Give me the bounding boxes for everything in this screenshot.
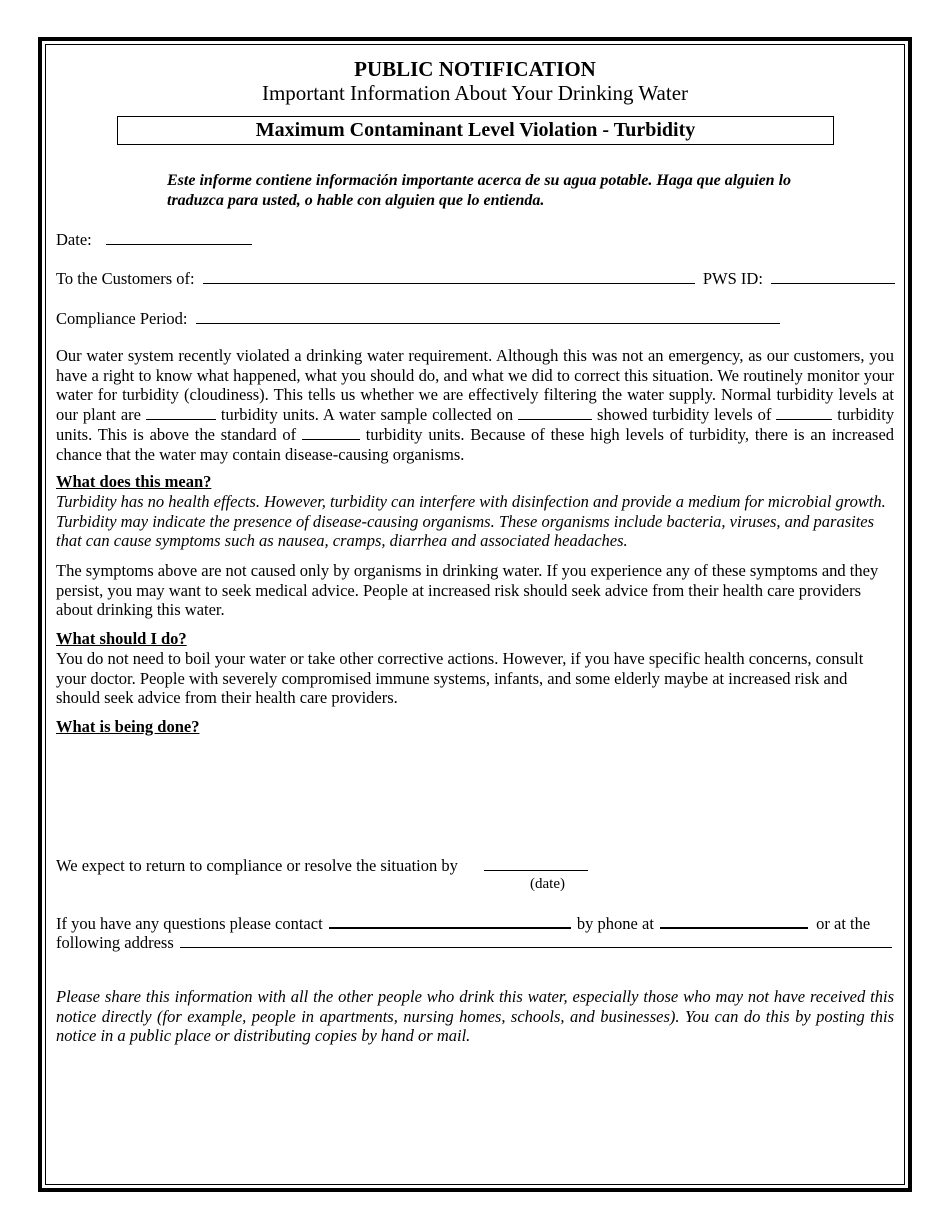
intro-text-4: turbidity units. This is above the standard of [56, 405, 895, 444]
intro-text-3: showed turbidity levels of [597, 405, 772, 425]
compliance-date-caption: (date) [530, 876, 565, 892]
compliance-date-blank[interactable] [484, 855, 588, 871]
intro-text-5: turbidity units. Because of these high levels of turbidity, there is an increased chance that the water may contain disease-causing organisms. [56, 424, 895, 464]
contact-phone-blank[interactable] [660, 912, 808, 929]
date-field-row [56, 229, 252, 250]
document-title: PUBLIC NOTIFICATION [354, 57, 596, 81]
share-notice-paragraph: Please share this information with all the other people who drink this water, especially those who may not have received this notice directly (for example, people in apartments, nursing homes, schools, and businesses). You can do this by posting this notice in a public place or distributing copies by hand or mail. [56, 987, 894, 1046]
contact-text-3: or at the [816, 914, 871, 933]
compliance-period-label: Compliance Period: [56, 309, 188, 328]
contact-name-blank[interactable] [329, 912, 571, 929]
compliance-row [56, 855, 588, 876]
contact-text-4: following address [56, 933, 174, 952]
contact-text-2: by phone at [576, 914, 654, 933]
compliance-text: We expect to return to compliance or resolve the situation by [56, 856, 458, 875]
pws-id-blank[interactable] [771, 268, 895, 284]
heading-what-should-i-do: What should I do? [56, 629, 187, 648]
document-subtitle: Important Information About Your Drinking Water [261, 81, 689, 105]
customers-blank[interactable] [203, 268, 695, 284]
symptoms-paragraph: The symptoms above are not caused only by organisms in drinking water. If you experience any of these symptoms and they persist, you may want to seek medical advice. People at increased risk should seek advice from their health care providers about drinking this water. [56, 561, 879, 620]
compliance-period-blank[interactable] [196, 308, 780, 324]
heading-what-is-being-done: What is being done? [56, 717, 200, 736]
address-blank[interactable] [180, 932, 892, 948]
measured-turbidity-blank[interactable] [776, 405, 832, 420]
date-blank[interactable] [106, 229, 252, 245]
intro-text-1: Our water system recently violated a drinking water requirement. Although this was not an emergency, as our customers, you have a right to know what happened, what you should do, and what we did to correct this situation. We routinely monitor your water for turbidity (cloudiness). This tells us whether we are effectively filtering the water supply. Normal turbidity levels at our plant are [56, 346, 894, 425]
spanish-notice: Este informe contiene información importante acerca de su agua potable. Haga que alguien lo traduzca para usted, o hable con alguien que lo entienda. [167, 172, 792, 209]
what-to-do-paragraph: You do not need to boil your water or take other corrective actions. However, if you have specific health concerns, consult your doctor. People with severely compromised immune systems, infants, and some elderly maybe at increased risk and should seek advice from their health care providers. [56, 649, 864, 708]
customers-label: To the Customers of: [56, 269, 195, 288]
health-effects-paragraph: Turbidity has no health effects. However, turbidity can interfere with disinfection and provide a medium for microbial growth. Turbidity may indicate the presence of disease-causing organisms. These organisms include bacteria, viruses, and parasites that can cause symptoms such as nausea, cramps, diarrhea and associated headaches. [56, 492, 886, 551]
customers-field-row [56, 268, 895, 289]
violation-title-box: Maximum Contaminant Level Violation - Turbidity [117, 116, 834, 145]
standard-turbidity-blank[interactable] [302, 425, 360, 440]
compliance-period-row [56, 308, 780, 329]
intro-paragraph [56, 346, 894, 464]
heading-what-does-this-mean: What does this mean? [56, 472, 212, 491]
normal-turbidity-blank[interactable] [146, 405, 216, 420]
date-label: Date: [56, 230, 92, 249]
address-row [56, 932, 892, 953]
sample-date-blank[interactable] [518, 405, 592, 420]
contact-text-1: If you have any questions please contact [56, 914, 323, 933]
pws-id-label: PWS ID: [702, 269, 763, 288]
intro-text-2: turbidity units. A water sample collected on [220, 405, 514, 425]
contact-row [56, 912, 870, 934]
